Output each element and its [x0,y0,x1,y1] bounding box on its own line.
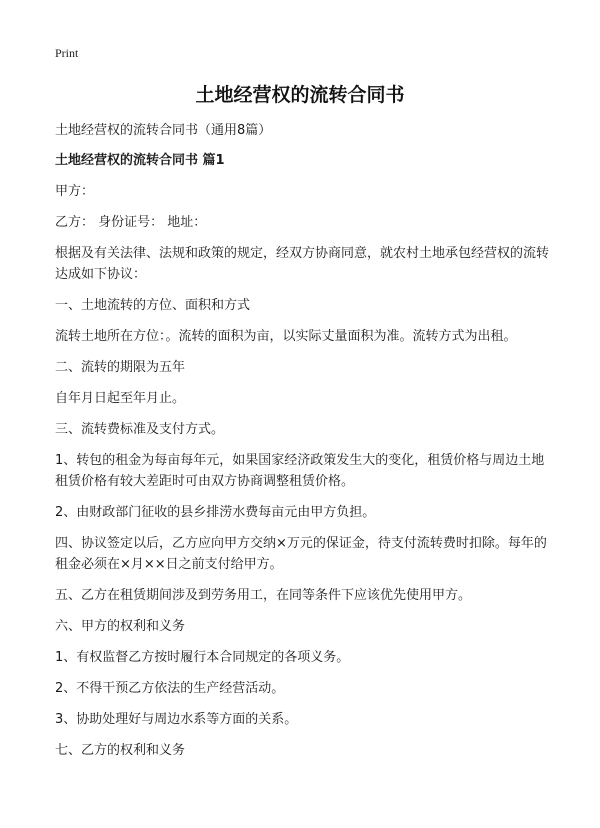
party-b-line: 乙方： 身份证号： 地址： [55,215,207,230]
intro-paragraph: 根据及有关法律、法规和政策的规定，经双方协商同意，就农村土地承包经营权的流转达成如下协议： [55,246,550,282]
clause-heading-7: 七、乙方的权利和义务 [55,743,186,758]
clause-paragraph: 流转土地所在方位：。流转的面积为亩，以实际丈量面积为准。流转方式为出租。 [55,329,517,344]
clause-paragraph: 1、转包的租金为每亩每年元，如果国家经济政策发生大的变化，租赁价格与周边土地租赁价格有较大差距时可由双方协商调整租赁价格。 [55,453,545,489]
clause-paragraph: 自年月日起至年月止。 [55,391,186,406]
print-label: Print [55,46,79,60]
clause-heading-5: 五、乙方在租赁期间涉及到劳务用工，在同等条件下应该优先使用甲方。 [55,588,472,603]
clause-paragraph: 3、协助处理好与周边水系等方面的关系。 [55,712,298,727]
clause-heading-4: 四、协议签定以后，乙方应向甲方交纳×万元的保证金，待支付流转费时扣除。每年的租金必须在×月××日之前支付给甲方。 [55,536,547,572]
clause-heading-1: 一、土地流转的方位、面积和方式 [55,298,251,313]
clause-paragraph: 2、由财政部门征收的县乡排涝水费每亩元由甲方负担。 [55,505,376,520]
document-subtitle: 土地经营权的流转合同书（通用8篇） [55,123,272,138]
clause-heading-3: 三、流转费标准及支付方式。 [55,422,225,437]
section-heading: 土地经营权的流转合同书 篇1 [55,153,225,168]
clause-heading-6: 六、甲方的权利和义务 [55,619,186,634]
clause-heading-2: 二、流转的期限为五年 [55,360,186,375]
clause-paragraph: 2、不得干预乙方依法的生产经营活动。 [55,681,285,696]
clause-paragraph: 1、有权监督乙方按时履行本合同规定的各项义务。 [55,650,350,665]
party-a-line: 甲方： [55,184,95,199]
page-title: 土地经营权的流转合同书 [195,84,405,106]
